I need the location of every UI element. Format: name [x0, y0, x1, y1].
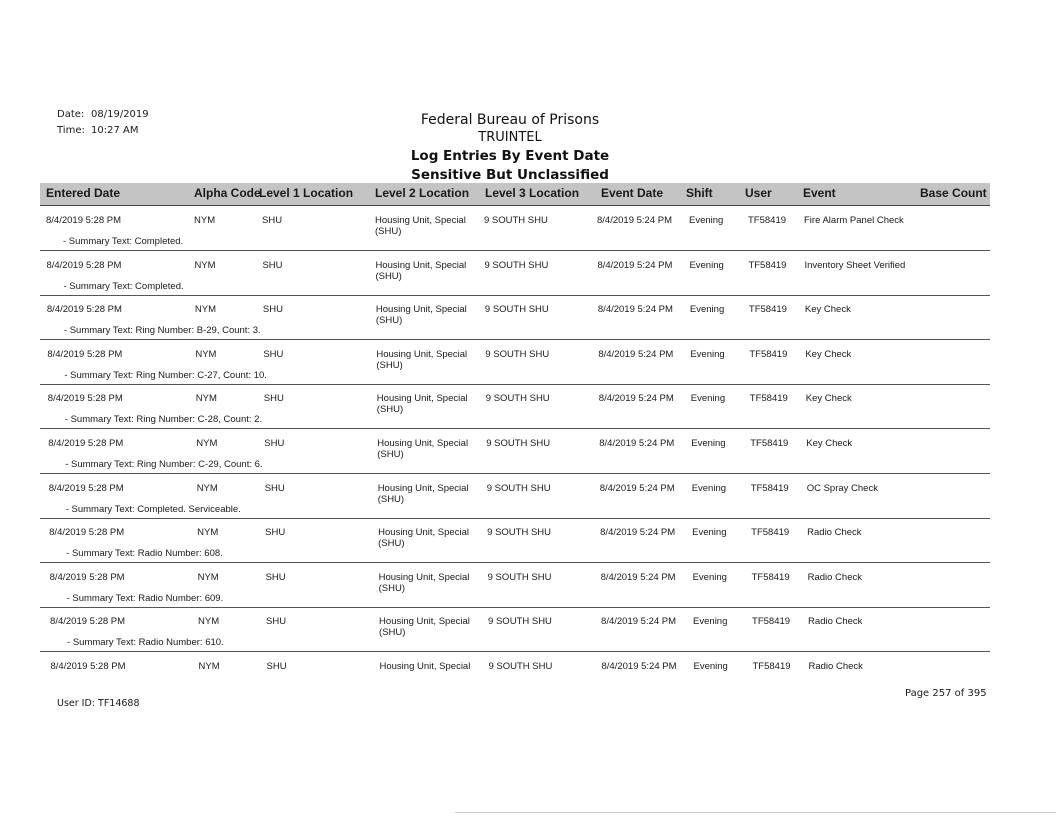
event-date-cell: 8/4/2019 5:24 PM — [598, 393, 674, 405]
level3-cell: 9 SOUTH SHU — [484, 304, 549, 316]
event-cell: OC Spray Check — [806, 482, 878, 494]
level1-cell: SHU — [262, 215, 283, 226]
col-header-user: User — [745, 186, 772, 200]
col-header-level1: Level 1 Location — [259, 186, 354, 200]
shift-cell: Evening — [692, 571, 727, 583]
level1-cell: SHU — [266, 616, 287, 628]
level1-cell: SHU — [264, 482, 285, 494]
col-header-shift: Shift — [686, 186, 713, 200]
event-cell: Key Check — [804, 304, 851, 316]
shift-cell: Evening — [693, 661, 728, 672]
alpha-code-cell: NYM — [196, 482, 218, 494]
col-header-event: Event — [803, 186, 836, 200]
scan-edge-line — [455, 812, 1056, 813]
event-date-cell: 8/4/2019 5:24 PM — [600, 527, 676, 539]
entered-date-cell: 8/4/2019 5:28 PM — [46, 259, 122, 271]
event-date-cell: 8/4/2019 5:24 PM — [601, 616, 677, 628]
entered-date-cell: 8/4/2019 5:28 PM — [49, 571, 125, 583]
alpha-code-cell: NYM — [195, 393, 217, 405]
level1-cell: SHU — [262, 259, 283, 271]
event-date-cell: 8/4/2019 5:24 PM — [601, 661, 677, 672]
classification-label: Sensitive But Unclassified — [411, 167, 609, 183]
entered-date-cell: 8/4/2019 5:28 PM — [47, 393, 123, 405]
user-cell: TF58419 — [751, 527, 790, 539]
shift-cell: Evening — [692, 527, 727, 539]
entered-date-cell: 8/4/2019 5:28 PM — [50, 616, 126, 628]
event-cell: Radio Check — [807, 527, 862, 539]
table-row — [0, 252, 1056, 296]
event-date-cell: 8/4/2019 5:24 PM — [597, 259, 673, 271]
entered-date-cell: 8/4/2019 5:28 PM — [47, 348, 123, 360]
user-cell: TF58419 — [750, 438, 789, 449]
entered-date-cell: 8/4/2019 5:28 PM — [46, 215, 121, 226]
shift-cell: Evening — [689, 259, 724, 271]
footer-user-id: User ID: TF14688 — [57, 698, 140, 709]
event-cell: Radio Check — [808, 661, 863, 672]
user-cell: TF58419 — [751, 571, 790, 583]
level3-cell: 9 SOUTH SHU — [486, 438, 551, 449]
table-row — [0, 207, 1056, 251]
level3-cell: 9 SOUTH SHU — [488, 661, 553, 672]
col-header-event-date: Event Date — [601, 186, 664, 200]
report-meta-time — [57, 125, 138, 136]
shift-cell: Evening — [690, 348, 725, 360]
summary-text: - Summary Text: Radio Number: 610. — [67, 637, 224, 649]
table-row — [0, 475, 1056, 519]
event-cell: Fire Alarm Panel Check — [804, 215, 904, 226]
system-name: TRUINTEL — [478, 130, 542, 145]
level2-cell: Housing Unit, Special (SHU) — [376, 348, 468, 371]
event-date-cell: 8/4/2019 5:24 PM — [597, 215, 672, 226]
event-cell: Key Check — [805, 348, 852, 360]
date-value: 08/19/2019 — [91, 109, 149, 120]
report-name: Log Entries By Event Date — [410, 148, 610, 164]
user-cell: TF58419 — [748, 259, 787, 271]
summary-text: - Summary Text: Completed. Serviceable. — [65, 503, 241, 515]
user-cell: TF58419 — [750, 482, 789, 494]
alpha-code-cell: NYM — [198, 616, 220, 628]
event-date-cell: 8/4/2019 5:24 PM — [598, 348, 674, 360]
table-row — [0, 653, 1056, 697]
table-row — [0, 608, 1056, 652]
user-cell: TF58419 — [749, 348, 788, 360]
level3-cell: 9 SOUTH SHU — [487, 571, 552, 583]
event-date-cell: 8/4/2019 5:24 PM — [597, 304, 673, 316]
alpha-code-cell: NYM — [197, 527, 219, 539]
col-header-level3: Level 3 Location — [485, 186, 580, 200]
table-row — [0, 385, 1056, 429]
alpha-code-cell: NYM — [197, 571, 219, 583]
shift-cell: Evening — [693, 616, 728, 628]
summary-text: - Summary Text: Radio Number: 608. — [66, 548, 223, 560]
level2-cell: Housing Unit, Special — [379, 661, 471, 672]
summary-text: - Summary Text: Ring Number: C-28, Count: 2. — [64, 414, 263, 426]
entered-date-cell: 8/4/2019 5:28 PM — [48, 438, 124, 449]
table-row — [0, 519, 1056, 563]
event-cell: Key Check — [806, 438, 853, 449]
alpha-code-cell: NYM — [198, 661, 220, 672]
summary-text: - Summary Text: Completed. — [63, 236, 184, 247]
time-label: Time: — [57, 125, 85, 136]
event-date-cell: 8/4/2019 5:24 PM — [599, 438, 675, 449]
shift-cell: Evening — [691, 482, 727, 494]
alpha-code-cell: NYM — [194, 259, 216, 271]
level3-cell: 9 SOUTH SHU — [484, 259, 549, 271]
level2-cell: Housing Unit, Special (SHU) — [375, 304, 467, 327]
level3-cell: 9 SOUTH SHU — [486, 482, 551, 494]
entered-date-cell: 8/4/2019 5:28 PM — [49, 527, 125, 539]
alpha-code-cell: NYM — [194, 304, 217, 316]
level3-cell: 9 SOUTH SHU — [485, 348, 550, 360]
entered-date-cell: 8/4/2019 5:28 PM — [50, 661, 126, 672]
shift-cell: Evening — [689, 215, 724, 226]
level3-cell: 9 SOUTH SHU — [484, 215, 548, 226]
report-meta-date — [57, 109, 149, 120]
time-value: 10:27 AM — [91, 125, 139, 136]
summary-text: - Summary Text: Radio Number: 609. — [66, 592, 224, 604]
footer-page-number: Page 257 of 395 — [905, 688, 987, 699]
level1-cell: SHU — [262, 304, 283, 316]
level1-cell: SHU — [264, 438, 285, 449]
level3-cell: 9 SOUTH SHU — [485, 393, 550, 405]
level1-cell: SHU — [263, 348, 284, 360]
shift-cell: Evening — [691, 438, 726, 449]
user-cell: TF58419 — [749, 393, 788, 405]
summary-text: - Summary Text: Completed. — [63, 280, 184, 292]
col-header-base-count: Base Count — [920, 186, 987, 200]
level2-cell: Housing Unit, Special (SHU) — [377, 482, 469, 505]
shift-cell: Evening — [690, 393, 726, 405]
level2-cell: Housing Unit, Special (SHU) — [379, 616, 470, 639]
level3-cell: 9 SOUTH SHU — [487, 527, 552, 539]
level1-cell: SHU — [265, 571, 286, 583]
report-title-block — [360, 111, 660, 184]
org-name: Federal Bureau of Prisons — [420, 112, 600, 128]
level1-cell: SHU — [266, 661, 287, 672]
event-date-cell: 8/4/2019 5:24 PM — [599, 482, 675, 494]
date-label: Date: — [57, 109, 85, 120]
table-row — [0, 296, 1056, 340]
level2-cell: Housing Unit, Special (SHU) — [377, 438, 469, 460]
alpha-code-cell: NYM — [196, 438, 218, 449]
level1-cell: SHU — [265, 527, 286, 539]
level2-cell: Housing Unit, Special (SHU) — [376, 393, 468, 416]
alpha-code-cell: NYM — [195, 348, 217, 360]
table-row — [0, 341, 1056, 385]
event-cell: Key Check — [805, 393, 852, 405]
entered-date-cell: 8/4/2019 5:28 PM — [46, 304, 122, 316]
col-header-alpha-code: Alpha Code — [194, 186, 261, 200]
entered-date-cell: 8/4/2019 5:28 PM — [48, 482, 124, 494]
shift-cell: Evening — [689, 304, 725, 316]
event-cell: Radio Check — [807, 571, 862, 583]
event-cell: Inventory Sheet Verified — [804, 259, 906, 271]
level1-cell: SHU — [263, 393, 284, 405]
summary-text: - Summary Text: Ring Number: C-27, Count: 10. — [64, 369, 267, 381]
alpha-code-cell: NYM — [194, 215, 216, 226]
user-cell: TF58419 — [752, 616, 791, 628]
event-date-cell: 8/4/2019 5:24 PM — [600, 571, 676, 583]
event-cell: Radio Check — [808, 616, 863, 628]
level2-cell: Housing Unit, Special (SHU) — [375, 215, 466, 237]
col-header-entered-date: Entered Date — [46, 186, 121, 200]
level3-cell: 9 SOUTH SHU — [488, 616, 552, 628]
table-row — [0, 564, 1056, 608]
user-cell: TF58419 — [752, 661, 791, 672]
summary-text: - Summary Text: Ring Number: C-29, Count: 6. — [65, 459, 263, 470]
user-cell: TF58419 — [748, 304, 787, 316]
level2-cell: Housing Unit, Special (SHU) — [375, 259, 467, 282]
table-row — [0, 430, 1056, 474]
level2-cell: Housing Unit, Special (SHU) — [378, 571, 470, 594]
level2-cell: Housing Unit, Special (SHU) — [378, 527, 469, 550]
summary-text: - Summary Text: Ring Number: B-29, Count: 3. — [63, 325, 261, 337]
user-cell: TF58419 — [748, 215, 787, 226]
col-header-level2: Level 2 Location — [375, 186, 470, 200]
